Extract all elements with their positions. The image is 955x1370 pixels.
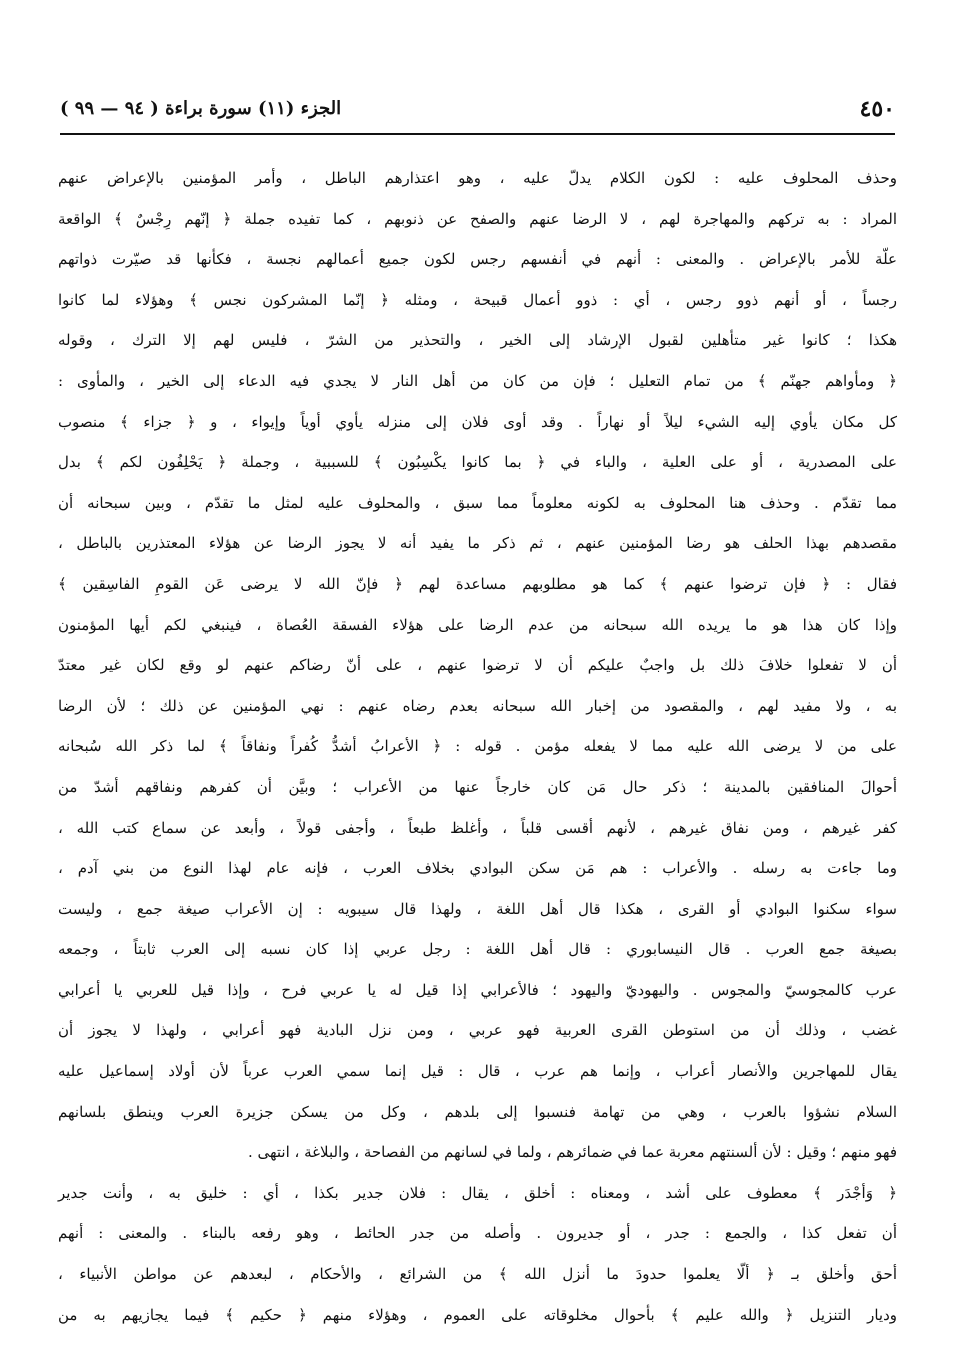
text-line: وما جاءت به رسله . والأعراب : هم مَن سكن البوادي بخلاف العرب ، فإنه عام لهذا النوع من بني آدم ، — [58, 859, 897, 878]
text-line: ﴿ وَأجْدَر ﴾ معطوف على أشد ، ومعناه : أخلق ، يقال : فلان جدير بكذا ، أي : خليق به ، وأنت جدير — [58, 1183, 897, 1202]
text-line: وإذا كان هذا هو ما يريده الله سبحانه من عدم الرضا على هؤلاء الفسقة العُصاة ، فينبغي لكم أيها المؤمنون — [58, 615, 897, 634]
header-rule — [60, 133, 895, 135]
text-line: فقال : ﴿ فإن ترضوا عنهم ﴾ كما هو مطلوبهم مساعدة لهم ﴿ فإنّ الله لا يرضى عَن القومِ الفاسِقين ﴾ — [58, 574, 897, 593]
text-line: أن تفعل كذا ، والجمع : جدر ، أو جديرون . وأصله من جدر الحائط ، وهو رفعه بالبناء . والمعنى : أنهم — [58, 1224, 897, 1243]
text-line: كل مكان يأوي إليه الشيء ليلاً أو نهاراً . وقد أوى فلان إلى منزله يأوي أوياً وإيواء ، و ﴿ جزاء ﴾ منصوب — [58, 412, 897, 431]
text-line: السلام نشؤوا بالعرب ، وهي من تهامة فنسبوا إلى بلدهم ، وكل من يسكن جزيرة العرب وينطق بلسانهم — [58, 1102, 897, 1121]
text-line: وديار التنزيل ﴿ والله عليم ﴾ بأحوال مخلوقاته على العموم ، وهؤلاء منهم ﴿ حكيم ﴾ فيما يجازيهم به من — [58, 1305, 897, 1324]
text-line: يقال للمهاجرين والأنصار أعراب ، وإنما هم عرب ، قال : قيل إنما سمي العرب عرباً لأن أولاد إسماعيل عليه — [58, 1062, 897, 1081]
text-line: المراد : به تركهم والمهاجرة لهم ، لا الرضا عنهم والصفح عن ذنوبهم ، كما تفيده جملة ﴿ إنّهم رِجْسٌ ﴾ الواقعة — [58, 209, 897, 228]
running-title: الجزء (١١) سورة براءة ( ٩٤ — ٩٩ ) — [60, 98, 342, 119]
text-line: سواء سكنوا البوادي أو القرى ، هكذا قال أهل اللغة ، ولهذا قال سيبويه : إن الأعراب صيغة جمع ، وليست — [58, 899, 897, 918]
text-line: مقصدهم بهذا الحلف هو رضا المؤمنين عنهم ، ثم ذكر ما يفيد أنه لا يجوز الرضا عن هؤلاء المعتذرين بالباطل ، — [58, 534, 897, 553]
page-body — [58, 158, 898, 1324]
page-header — [60, 96, 895, 126]
text-line: فهو منهم ؛ وقيل : لأن ألسنتهم معربة عما في ضمائرهم ، ولما في لسانهم من الفصاحة ، والبلاغة ، انتهى . — [247, 1143, 897, 1162]
text-line: هكذا ؛ كانوا غير متأهلين لقبول الإرشاد إلى الخير ، والتحذير من الشرّ ، فليس لهم إلا الترك ، وقوله — [58, 331, 897, 350]
text-line: أحق وأخلق بـ ﴿ ألّا يعلموا حدودَ ما أنزل الله ﴾ من الشرائع ، والأحكام ، لبعدهم عن مواطن الأنبياء ، — [58, 1265, 897, 1284]
text-line: به ، ولا مفيد لهم ، والمقصود من إخبار الله سبحانه بعدم رضاه عنهم : نهي المؤمنين عن ذلك ؛ لأن الرضا — [58, 696, 897, 715]
text-line: مما تقدّم . وحذف هنا المحلوف به لكونه معلوماً مما سبق ، والمحلوف عليه لمثل ما تقدّم ، وبين سبحانه أن — [58, 493, 897, 512]
text-line: أحوالَ المنافقين بالمدينة ؛ ذكر حال مَن كان خارجاً عنها من الأعراب ؛ وبيَّن أن كفرهم ونفاقهم أشدّ من — [58, 777, 897, 796]
text-line: ﴿ ومأواهم جهنّم ﴾ من تمام التعليل ؛ فإن من كان من أهل النار لا يجدي فيه الدعاء إلى الخير ، والمأوى : — [58, 371, 897, 390]
text-line: وحذف المحلوف عليه : لكون الكلام يدلّ عليه ، وهو اعتذارهم الباطل ، وأمر المؤمنين بالإعراض عنهم — [58, 169, 897, 187]
text-line: على من لا يرضى الله عليه مما لا يفعله مؤمن . قوله : ﴿ الأعرابُ أشدُّ كُفراً ونفاقاً ﴾ لما ذكر الله سُبحانه — [58, 737, 897, 756]
text-line: كفر غيرهم ، ومن نفاق غيرهم ، لأنهم أقسى قلباً ، وأغلظ طبعاً ، وأجفى قولاً ، وأبعد عن سماع كتب الله ، — [58, 818, 897, 837]
text-line: أن لا تفعلوا خلافَ ذلك بل واجبٌ عليكم أن لا ترضوا عنهم ، على أنّ رضاكم عنهم لو وقع لكان غير معتدّ — [58, 656, 898, 675]
text-line: على المصدرية ، أو على العلية ، والباء في ﴿ بما كانوا يكْسِبُون ﴾ للسببية ، وجملة ﴿ يَحْلِفُون لكم ﴾ بدل — [58, 453, 897, 472]
text-line: غضب ، وذلك أن من استوطن القرى العربية فهو عربي ، ومن نزل البادية فهو أعرابي ، ولهذا لا يجوز أن — [58, 1021, 897, 1040]
text-line: رجساً ، أو أنهم ذوو رجس ، أي : ذوو أعمال قبيحة ، ومثله ﴿ إنّما المشركون نجس ﴾ وهؤلاء لما كانوا — [58, 290, 897, 309]
text-line: بصيغة جمع العرب . قال النيسابوري : قال أهل اللغة : رجل عربي إذا كان نسبه إلى العرب ثابتاً ، وجمعه — [58, 940, 897, 959]
text-line: عرب كالمجوسيّ والمجوس . واليهوديّ واليهود ؛ فالأعرابي إذا قيل له يا عربي فرح ، وإذا قيل للعربي يا أعرابي — [58, 980, 897, 999]
page-number: ٤٥٠ — [859, 96, 895, 122]
text-line: علّة للأمر بالإعراض . والمعنى : أنهم في أنفسهم رجس لكون جميع أعمالهم نجسة ، فكأنها قد صيّرت ذواتهم — [58, 250, 897, 269]
